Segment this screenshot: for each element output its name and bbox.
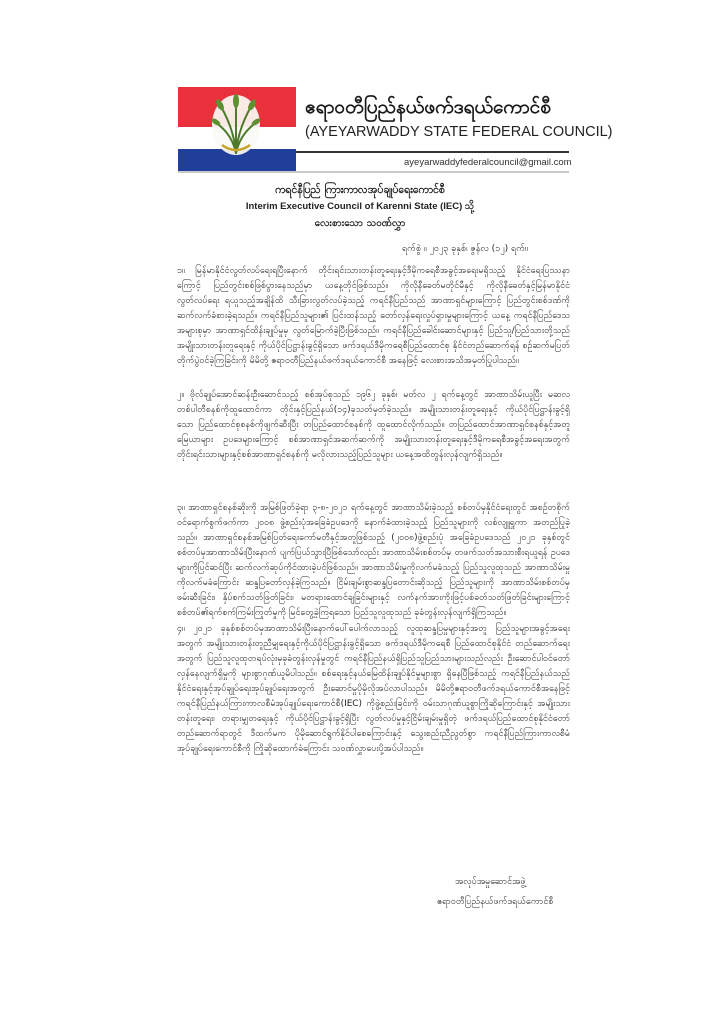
header-divider <box>296 151 569 153</box>
addressee-line-3: လေးစားသော သဝဏ်လွှာ <box>314 218 406 229</box>
signature-organization: ဧရာဝတီပြည်နယ်ဖက်ဒရယ်ကောင်စီ <box>437 897 554 907</box>
body-paragraph-2: ၂။ ဗိုလ်ချုပ်အောင်ဆန်းဦးဆောင်သည့် စစ်အုပ်စုသည် ၁၉၆၂ ခုနှစ်၊ မတ်လ ၂ ရက်နေ့တွင် အာဏာသိမ်းယူပြီး မဆလ တစ်ပါတီစနစ်ကိုထူထောင်ကာ တိုင်းနှင့်ပြည်နယ်(၁၄)ခုသတ်မှတ်ခဲ့သည်။ အမျိုးသားတန်းတူရေးနှင့် ကိုယ်ပိုင်ပြဋ္ဌာန်းခွင့်ရှိသော ပြည်ထောင်စုစနစ်ကိုဖျက်ဆီးပြီး တပြည်ထောင်စနစ်ကို ထူထောင်လိုက်သည်။ တပြည်ထောင်အာဏာရှင်စနစ်နှင့်အတူ မြေယာများ ဥပဒေများကြောင့် စစ်အာဏာရှင်အဆက်ဆက်ကို အမျိုးသားတန်းတူရေးနှင့်ဒီမိုကရေစီအခွင့်အရေးအတွက် တိုင်းရင်းသားများနှင့်စစ်အာဏာရှင်စနစ်ကို မလိုလားသည့်ပြည်သူများ ယနေ့အထိတွန်းလှန်လျက်ရှိသည်။ <box>177 390 570 460</box>
signature-committee: အလုပ်အမှုဆောင်အဖွဲ့ <box>455 877 526 887</box>
letter-date: ရက်စွဲ ။ ၂၀၂၃ ခုနှစ်၊ ဇွန်လ (၁၂) ရက်။ <box>402 244 528 254</box>
letterhead-bottom-divider <box>178 171 569 173</box>
addressee-line-1: ကရင်နီပြည် ကြားကာလအုပ်ချုပ်ရေးကောင်စီ <box>275 184 445 196</box>
addressee-line-2: Interim Executive Council of Karenni State (IEC) သို့ <box>245 201 475 212</box>
org-name-english: (AYEYARWADDY STATE FEDERAL COUNCIL) <box>305 124 613 140</box>
rice-stalk-emblem-icon <box>208 91 264 157</box>
org-email: ayeyarwaddyfederalcouncil@gmail.com <box>404 157 572 168</box>
body-paragraph-3: ၃။ အာဏာရှင်စနစ်ဆိုးကို အမြစ်ဖြတ်ခဲ့ရာ ၃-၈-၂၀၂၁ ရက်နေ့တွင် အာဏာသိမ်းခဲ့သည့် စစ်တပ်မှနိုင်ငံရေးတွင် အစဉ်တစိုက် ဝင်ရောက်စွက်ဖက်ကာ ၂၀၀၈ ဖွဲ့စည်းပုံအခြေခံဥပဒေကို နောက်ခံထားခဲ့သည့် ပြည်သူများကို လစ်လျူရှုကာ အတည်ပြုခဲ့သည်။ အာဏာရှင်စနစ်အမြစ်ပြတ်ရေးကော်မတီနှင့်အတူဖြစ်သည့် (၂၀၀၈)ဖွဲ့စည်းပုံ အခြေခံဥပဒေသည် ၂၀၂၁ ခုနှစ်တွင် စစ်တပ်မှအာဏာသိမ်းပြီးနောက် ပျက်ပြယ်သွားပြီဖြစ်သော်လည်း အာဏာသိမ်းစစ်တပ်မှ တဖက်သတ်အသားစီးရယူရန် ဥပဒေများကိုပြင်ဆင်ပြီး ဆက်လက်ဆုပ်ကိုင်ထားခဲ့ပင်ဖြစ်သည်။ အာဏာသိမ်းမှုကိုလက်မခံသည့် ပြည်သူလူထုသည် အာဏာသိမ်းမှုကိုလက်မခံကြောင်း ဆန္ဒပြတော်လှန်ခဲ့ကြသည်။ ငြိမ်းချမ်းစွာဆန္ဒပြတောင်းဆိုသည့် ပြည်သူများကို အာဏာသိမ်းစစ်တပ်မှဖမ်းဆီးခြင်း၊ နှိပ်စက်သတ်ဖြတ်ခြင်း၊ မတရားထောင်ချခြင်းများနှင့် လက်နက်အားကိုးဖြင့်ပစ်ခတ်သတ်ဖြတ်ခြင်းများကြောင့် စစ်တပ်၏ရက်စက်ကြမ်းကြုတ်မှုကို မြင်တွေ့ခဲ့ကြရသော ပြည်သူလူထုသည် ခုခံတွန်းလှန်လျက်ရှိကြသည်။ <box>177 503 570 618</box>
body-paragraph-4: ၄။ ၂၀၂၁ ခုနှစ်စစ်တပ်မှအာဏာသိမ်းပြီးနောက်ပေါ်ပေါက်လာသည့် လူထုဆန္ဒပြမှုများနှင့်အတူ ပြည်သူများအခွင့်အရေးအတွက် အမျိုးသားတန်းတူညီမျှရေးနှင့်ကိုယ်ပိုင်ပြဋ္ဌာန်းခွင့်ရှိသော ဖက်ဒရယ်ဒီမိုကရေစီ ပြည်ထောင်စုနိုင်ငံ တည်ဆောက်ရေးအတွက် ပြည်သူလူထုတရပ်လုံးမှခုခံတွန်းလှန်မှုတွင် ကရင်နီပြည်နယ်ရှိပြည်သူပြည်သားများသည်လည်း ဦးဆောင်ပါဝင်တော်လှန်နေလျက်ရှိမှုကို များစွာဂုဏ်ယူမိပါသည်။ စစ်ရေးနှင့်နယ်မြေထိန်းချုပ်နိုင်မှုများစွာ ရှိနေပြီဖြစ်သည့် ကရင်နီပြည်နယ်သည် နိုင်ငံရေးနှင့်အုပ်ချုပ်ရေးအုပ်ချုပ်ရေးအတွက် ဦးဆောင်မှုပိုမိုလိုအပ်လာပါသည်။ မိမိတို့ဧရာဝတီဖက်ဒရယ်ကောင်စီအနေဖြင့် ကရင်နီပြည်နယ်ကြားကာလစီမံအုပ်ချုပ်ရေးကောင်စီ(IEC) ကိုဖွဲ့စည်းခြင်းကို ဝမ်းသာဂုဏ်ယူစွာကြိုဆိုကြောင်းနှင့် အမျိုးသားတန်းတူရေး၊ တရားမျှတရေးနှင့် ကိုယ်ပိုင်ပြဋ္ဌာန်းခွင့်ရှိပြီး လွတ်လပ်မှုနှင့်ငြိမ်းချမ်းမှုရှိတဲ့ ဖက်ဒရယ်ပြည်ထောင်စုနိုင်ငံတော်တည်ဆောက်ရာတွင် ဒီထက်မက ပိုမိုဆောင်ရွက်နိုင်ပါစေကြောင်းနှင့် သွေးစည်းညီညွတ်စွာ ကရင်နီပြည်ကြားကာလစီမံအုပ်ချုပ်ရေးကောင်စီကို ကြိုဆိုထောက်ခံကြောင်း သဝဏ်လွှာပေးပို့အပ်ပါသည်။ <box>177 624 570 754</box>
org-name-myanmar: ဧရာဝတီပြည်နယ်ဖက်ဒရယ်ကောင်စီ <box>305 96 551 118</box>
body-paragraph-1: ၁။ မြန်မာနိုင်ငံလွတ်လပ်ရေးရပြီးနောက် တိုင်းရင်းသားတန်းတူရေးနှင့်ဒီမိုကရေစီအခွင့်အရေးမရှိသည့် နိုင်ငံရေးပြဿနာကြောင့် ပြည်တွင်းစစ်ဖြစ်ပွားနေသည်မှာ ယနေ့တိုင်ဖြစ်သည်။ ကိုလိုနီခေတ်မတိုင်မီနှင့် ကိုလိုနီခေတ်နှင့်မြန်မာနိုင်ငံလွတ်လပ်ရေး ရယူသည့်အချိန်ထိ သီးခြားလွတ်လပ်ခဲ့သည့် ကရင်နီပြည်သည် အာဏာရှင်များကြောင့် ပြည်တွင်းစစ်ဒဏ်ကို ဆက်လက်ခံစားခဲ့ရသည်။ ကရင်နီပြည်သူများ၏ ပြင်းထန်သည့် တော်လှန်ရေးလှုပ်ရှားမှုများကြောင့် ယနေ့ ကရင်နီပြည်ဒေသအများစုမှာ အာဏာရှင်ထိန်းချုပ်မှုမှ လွတ်မြောက်ခဲ့ပြီးဖြစ်သည်။ ကရင်နီပြည်ခေါင်းဆောင်များနှင့် ပြည်သူ/ပြည်သားတို့သည် အမျိုးသားတန်းတူရေးနှင့် ကိုယ်ပိုင်ပြဋ္ဌာန်းခွင့်ရှိသော ဖက်ဒရယ်ဒီမိုကရေစီပြည်ထောင်စု နိုင်ငံတည်ဆောက်ရန် စဉ်ဆက်မပြတ်တိုက်ပွဲဝင်ခဲ့ကြခြင်းကို မိမိတို့ ဧရာဝတီပြည်နယ်ဖက်ဒရယ်ကောင်စီ အနေဖြင့် လေးစားအသိအမှတ်ပြုပါသည်။ <box>177 266 570 366</box>
flag-logo <box>178 87 296 171</box>
